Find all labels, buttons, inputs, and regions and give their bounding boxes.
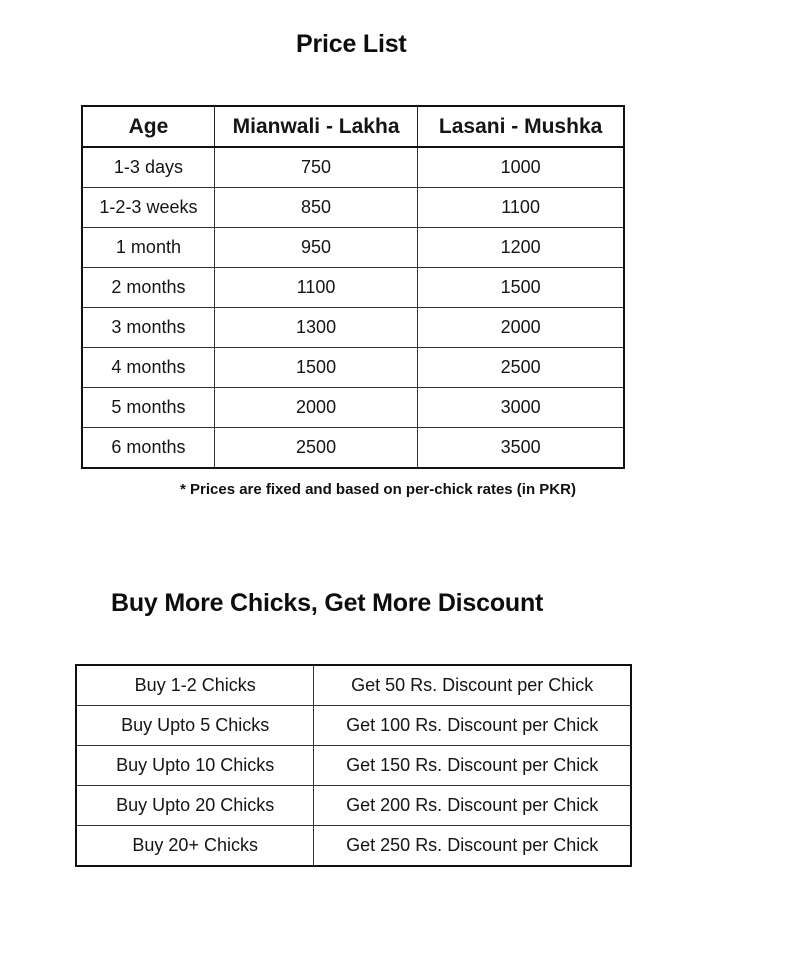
discount-cell: Get 100 Rs. Discount per Chick <box>314 706 631 746</box>
discount-row <box>76 706 631 746</box>
discount-cell: Get 50 Rs. Discount per Chick <box>314 665 631 706</box>
age-cell: 2 months <box>82 268 214 308</box>
age-cell: 1-2-3 weeks <box>82 188 214 228</box>
age-cell: 3 months <box>82 308 214 348</box>
discount-row <box>76 746 631 786</box>
discount-row <box>76 786 631 826</box>
quantity-cell: Buy 1-2 Chicks <box>76 665 314 706</box>
lasani-mushka-price: 1200 <box>418 228 624 268</box>
lasani-mushka-price: 1100 <box>418 188 624 228</box>
price-row <box>82 228 624 268</box>
quantity-cell: Buy Upto 5 Chicks <box>76 706 314 746</box>
price-list-title: Price List <box>296 30 407 58</box>
price-row <box>82 147 624 188</box>
header-age: Age <box>82 106 214 147</box>
price-row <box>82 348 624 388</box>
price-row <box>82 188 624 228</box>
mianwali-lakha-price: 750 <box>214 147 417 188</box>
age-cell: 5 months <box>82 388 214 428</box>
lasani-mushka-price: 2500 <box>418 348 624 388</box>
mianwali-lakha-price: 2000 <box>214 388 417 428</box>
mianwali-lakha-price: 1300 <box>214 308 417 348</box>
lasani-mushka-price: 3000 <box>418 388 624 428</box>
lasani-mushka-price: 1500 <box>418 268 624 308</box>
mianwali-lakha-price: 950 <box>214 228 417 268</box>
discount-cell: Get 250 Rs. Discount per Chick <box>314 826 631 867</box>
discount-cell: Get 150 Rs. Discount per Chick <box>314 746 631 786</box>
age-cell: 1 month <box>82 228 214 268</box>
price-row <box>82 268 624 308</box>
price-table <box>81 105 625 469</box>
discount-table <box>75 664 632 867</box>
price-row <box>82 428 624 469</box>
mianwali-lakha-price: 1500 <box>214 348 417 388</box>
mianwali-lakha-price: 2500 <box>214 428 417 469</box>
discount-row <box>76 826 631 867</box>
price-table-header-row <box>82 106 624 147</box>
price-row <box>82 308 624 348</box>
lasani-mushka-price: 2000 <box>418 308 624 348</box>
price-note: * Prices are fixed and based on per-chick rates (in PKR) <box>180 481 576 498</box>
header-lasani-mushka: Lasani - Mushka <box>418 106 624 147</box>
header-mianwali-lakha: Mianwali - Lakha <box>214 106 417 147</box>
age-cell: 1-3 days <box>82 147 214 188</box>
discount-row <box>76 665 631 706</box>
discount-title: Buy More Chicks, Get More Discount <box>111 589 544 617</box>
lasani-mushka-price: 1000 <box>418 147 624 188</box>
age-cell: 4 months <box>82 348 214 388</box>
mianwali-lakha-price: 850 <box>214 188 417 228</box>
discount-cell: Get 200 Rs. Discount per Chick <box>314 786 631 826</box>
mianwali-lakha-price: 1100 <box>214 268 417 308</box>
quantity-cell: Buy 20+ Chicks <box>76 826 314 867</box>
age-cell: 6 months <box>82 428 214 469</box>
quantity-cell: Buy Upto 10 Chicks <box>76 746 314 786</box>
lasani-mushka-price: 3500 <box>418 428 624 469</box>
quantity-cell: Buy Upto 20 Chicks <box>76 786 314 826</box>
price-row <box>82 388 624 428</box>
